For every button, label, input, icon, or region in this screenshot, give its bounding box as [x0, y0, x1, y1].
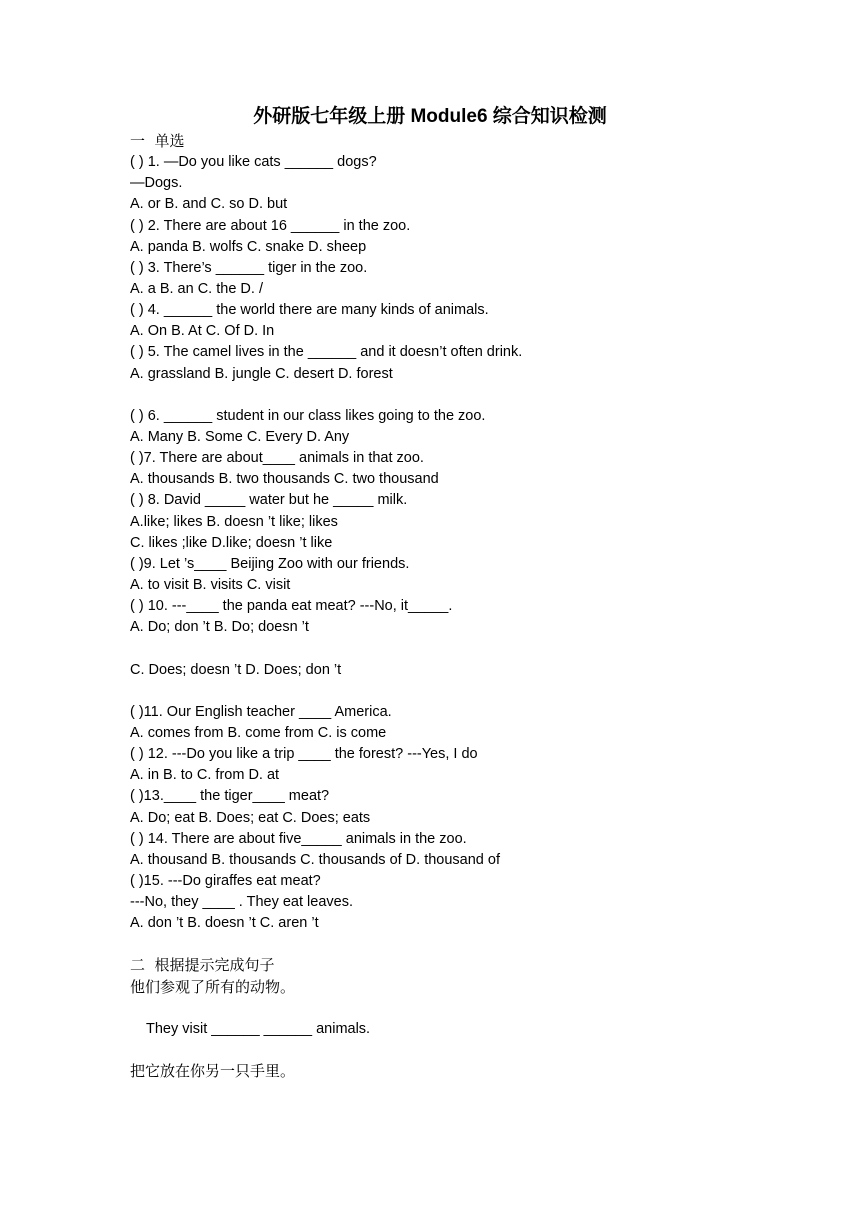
- text-line: ( )9. Let ’s____ Beijing Zoo with our friends.: [130, 555, 410, 572]
- text-line: A. a B. an C. the D. /: [130, 280, 263, 297]
- chinese-prompt: 他们参观了所有的动物。: [130, 977, 296, 996]
- section-heading: 二 根据提示完成句子: [130, 956, 275, 975]
- text-line: ( ) 6. ______ student in our class likes going to the zoo.: [130, 407, 486, 424]
- text-line: A. panda B. wolfs C. snake D. sheep: [130, 238, 367, 255]
- text-line: ( ) 10. ---____ the panda eat meat? ---No, it_____.: [130, 598, 453, 615]
- blank-line: [130, 1040, 830, 1061]
- text-line: A. thousand B. thousands C. thousands of D. thousand of: [130, 851, 500, 868]
- text-line: ( ) 3. There’s ______ tiger in the zoo.: [130, 259, 368, 276]
- blank-line: [130, 998, 830, 1019]
- text-line: C. Does; doesn ’t D. Does; don ’t: [130, 661, 342, 678]
- document-title: 外研版七年级上册 Module6 综合知识检测: [253, 106, 607, 127]
- text-line: A. don ’t B. doesn ’t C. aren ’t: [130, 915, 319, 932]
- blank-line: [130, 638, 830, 659]
- text-line: ( ) 8. David _____ water but he _____ milk.: [130, 492, 408, 509]
- text-line: A. or B. and C. so D. but: [130, 196, 288, 213]
- text-line: ( ) 5. The camel lives in the ______ and it doesn’t often drink.: [130, 344, 523, 361]
- text-line: A. in B. to C. from D. at: [130, 767, 280, 784]
- text-line: ( ) 14. There are about five_____ animals in the zoo.: [130, 830, 467, 847]
- blank-line: [130, 385, 830, 406]
- blank-line: [130, 681, 830, 702]
- text-line: A. comes from B. come from C. is come: [130, 724, 387, 741]
- text-line: ---No, they ____ . They eat leaves.: [130, 894, 353, 911]
- text-line: ( )15. ---Do giraffes eat meat?: [130, 872, 321, 889]
- text-line: ( ) 4. ______ the world there are many kinds of animals.: [130, 302, 489, 319]
- section-heading: 一 单选: [130, 132, 185, 150]
- text-line: A. grassland B. jungle C. desert D. forest: [130, 365, 393, 382]
- chinese-prompt: 把它放在你另一只手里。: [130, 1062, 296, 1081]
- text-line: A. Many B. Some C. Every D. Any: [130, 428, 350, 445]
- text-line: C. likes ;like D.like; doesn ’t like: [130, 534, 333, 551]
- answer-line: They visit ______ ______ animals.: [146, 1020, 371, 1037]
- text-line: ( )11. Our English teacher ____ America.: [130, 703, 392, 720]
- text-line: ( )7. There are about____ animals in that zoo.: [130, 450, 424, 467]
- text-line: A. to visit B. visits C. visit: [130, 576, 291, 593]
- blank-line: [130, 934, 830, 955]
- text-line: A. On B. At C. Of D. In: [130, 323, 275, 340]
- text-line: A.like; likes B. doesn ’t like; likes: [130, 513, 338, 530]
- text-line: A. Do; don ’t B. Do; doesn ’t: [130, 619, 309, 636]
- text-line: ( ) 1. —Do you like cats ______ dogs?: [130, 154, 377, 171]
- text-line: —Dogs.: [130, 175, 183, 192]
- text-line: A. thousands B. two thousands C. two thousand: [130, 471, 439, 488]
- text-line: ( ) 2. There are about 16 ______ in the zoo.: [130, 217, 411, 234]
- text-line: ( )13.____ the tiger____ meat?: [130, 788, 330, 805]
- document-body: [130, 131, 830, 1082]
- text-line: A. Do; eat B. Does; eat C. Does; eats: [130, 809, 371, 826]
- text-line: ( ) 12. ---Do you like a trip ____ the forest? ---Yes, I do: [130, 746, 478, 763]
